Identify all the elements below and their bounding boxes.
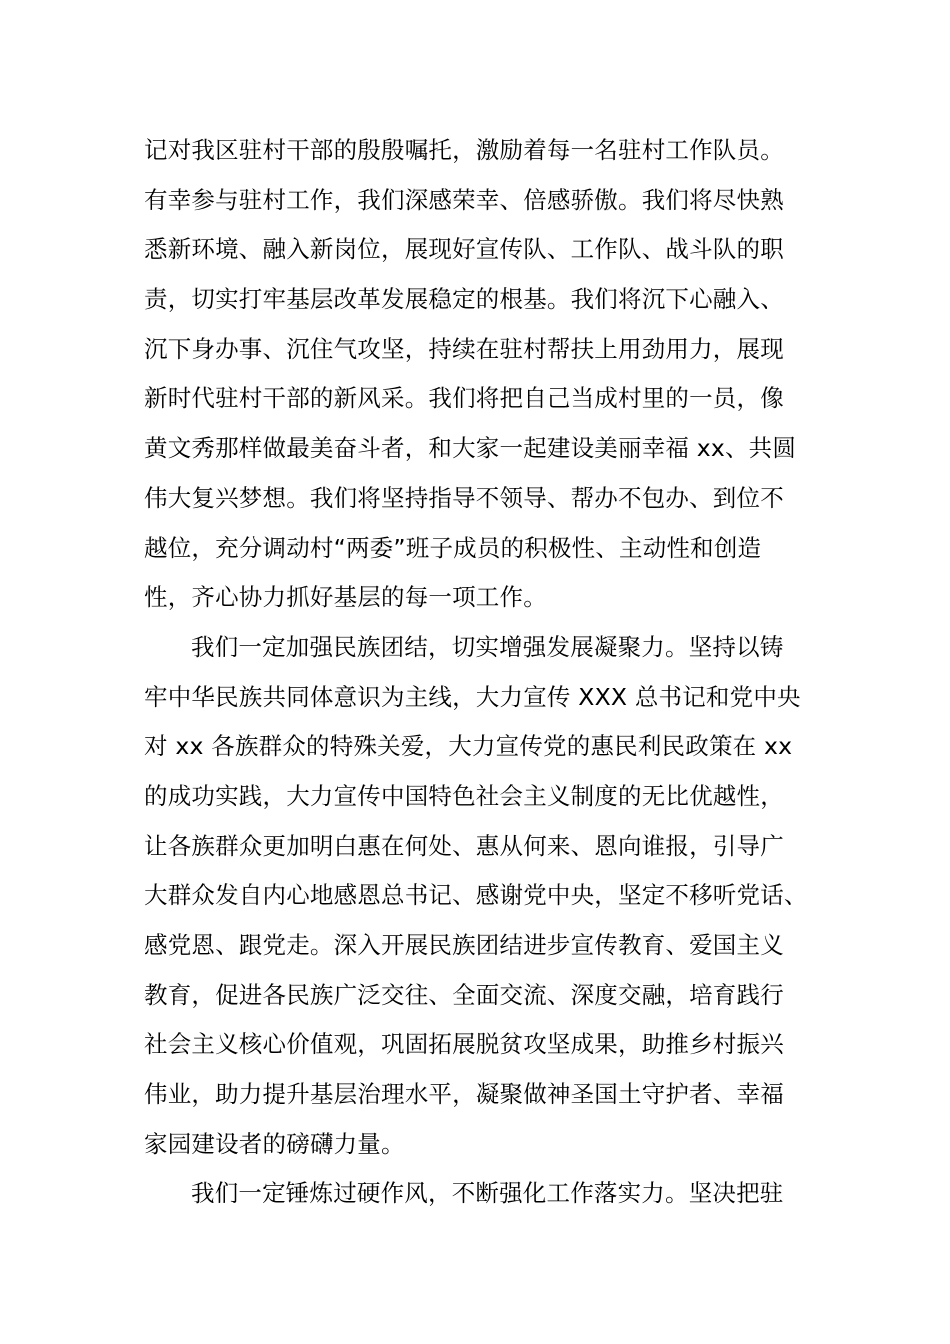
text-line: 越位，充分调动村“两委”班子成员的积极性、主动性和创造 (144, 533, 762, 562)
text-line: 沉下身办事、沉住气攻坚，持续在驻村帮扶上用劲用力，展现 (144, 334, 784, 363)
paragraph-first-line: 我们一定加强民族团结，切实增强发展凝聚力。坚持以铸 (191, 632, 784, 661)
text-line: 大群众发自内心地感恩总书记、感谢党中央，坚定不移听党话、 (144, 881, 808, 910)
text-line: 教育，促进各民族广泛交往、全面交流、深度交融，培育践行 (144, 980, 784, 1009)
text-line: 性，齐心协力抓好基层的每一项工作。 (144, 583, 547, 612)
text-line: 对 xx 各族群众的特殊关爱，大力宣传党的惠民利民政策在 xx (144, 732, 793, 761)
text-line: 家园建设者的磅礴力量。 (144, 1129, 405, 1158)
text-line: 牢中华民族共同体意识为主线，大力宣传 XXX 总书记和党中央 (144, 682, 801, 711)
text-line: 的成功实践，大力宣传中国特色社会主义制度的无比优越性， (144, 781, 784, 810)
paragraph-first-line: 我们一定锤炼过硬作风，不断强化工作落实力。坚决把驻 (191, 1179, 784, 1208)
text-line: 记对我区驻村干部的殷殷嘱托，激励着每一名驻村工作队员。 (144, 136, 784, 164)
text-line: 伟大复兴梦想。我们将坚持指导不领导、帮办不包办、到位不 (144, 483, 784, 512)
text-line: 有幸参与驻村工作，我们深感荣幸、倍感骄傲。我们将尽快熟 (144, 185, 784, 214)
text-line: 社会主义核心价值观，巩固拓展脱贫攻坚成果，助推乡村振兴 (144, 1030, 784, 1059)
text-line: 新时代驻村干部的新风采。我们将把自己当成村里的一员，像 (144, 384, 784, 413)
text-line: 让各族群众更加明白惠在何处、惠从何来、恩向谁报，引导广 (144, 831, 784, 860)
text-line: 责，切实打牢基层改革发展稳定的根基。我们将沉下心融入、 (144, 285, 784, 314)
text-line: 伟业，助力提升基层治理水平，凝聚做神圣国土守护者、幸福 (144, 1080, 784, 1109)
text-line: 感党恩、跟党走。深入开展民族团结进步宣传教育、爱国主义 (144, 931, 784, 959)
text-line: 黄文秀那样做最美奋斗者，和大家一起建设美丽幸福 xx、共圆 (144, 434, 797, 463)
text-line: 悉新环境、融入新岗位，展现好宣传队、工作队、战斗队的职 (144, 235, 784, 264)
document-body (144, 126, 824, 1219)
